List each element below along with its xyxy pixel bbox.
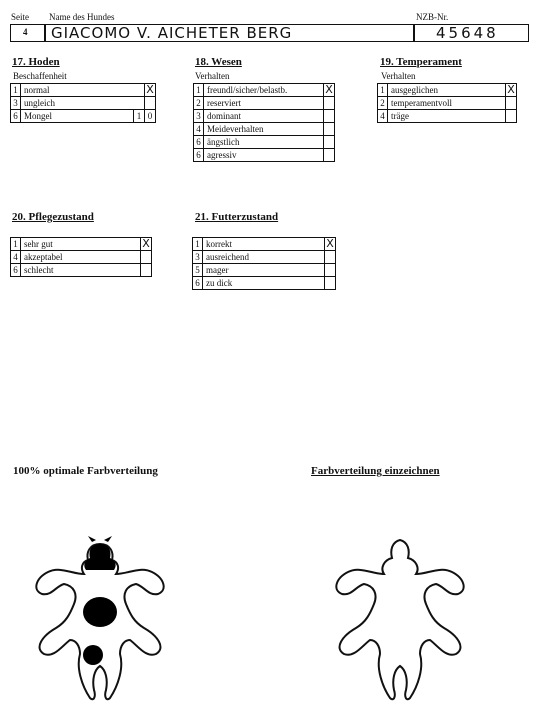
option-label: akzeptabel [21, 251, 141, 264]
table-row [193, 251, 336, 264]
table-row [11, 264, 152, 277]
row-number: 6 [193, 277, 203, 290]
option-label: schlecht [21, 264, 141, 277]
option-checkbox[interactable] [141, 264, 152, 277]
section-wesen-subtitle: Verhalten [195, 71, 230, 81]
section-temperament-subtitle: Verhalten [381, 71, 416, 81]
row-number: 3 [193, 251, 203, 264]
option-checkbox[interactable] [325, 277, 336, 290]
option-label: zu dick [203, 277, 325, 290]
row-number: 1 [11, 84, 21, 97]
option-checkbox[interactable]: X [326, 237, 334, 250]
option-checkbox[interactable] [141, 251, 152, 264]
optimal-color-caption: 100% optimale Farbverteilung [13, 465, 158, 477]
dog-name-field[interactable] [44, 24, 415, 42]
row-number: 6 [194, 136, 204, 149]
option-checkbox[interactable] [324, 123, 335, 136]
option-checkbox[interactable]: X [142, 237, 150, 250]
table-row [11, 110, 156, 123]
table-row [193, 277, 336, 290]
draw-color-caption: Farbverteilung einzeichnen [311, 465, 440, 477]
row-number: 4 [378, 110, 388, 123]
table-row [194, 84, 335, 97]
option-label: agressiv [204, 149, 324, 162]
row-number: 6 [11, 264, 21, 277]
option-label: mager [203, 264, 325, 277]
section-futter-title: 21. Futterzustand [195, 211, 279, 223]
row-number: 6 [194, 149, 204, 162]
optimal-color-figure [30, 530, 170, 705]
mangel-count-field[interactable]: 0 [145, 110, 156, 123]
row-number: 5 [193, 264, 203, 277]
row-number: 1 [193, 238, 203, 251]
option-checkbox[interactable]: X [507, 83, 515, 96]
pelt-outline [336, 540, 463, 699]
row-number: 6 [11, 110, 21, 123]
option-label: korrekt [203, 238, 325, 251]
row-number: 2 [378, 97, 388, 110]
dog-name-label: Name des Hundes [49, 12, 115, 22]
option-checkbox[interactable] [324, 110, 335, 123]
seite-label: Seite [11, 12, 29, 22]
table-row [378, 110, 517, 123]
option-label: ausreichend [203, 251, 325, 264]
option-label: sehr gut [21, 238, 141, 251]
option-label: ängstlich [204, 136, 324, 149]
temperament-table [377, 83, 517, 123]
option-checkbox[interactable] [325, 264, 336, 277]
section-pflege-title: 20. Pflegezustand [12, 211, 94, 223]
nzb-number-value: 45648 [436, 24, 499, 42]
row-number: 2 [194, 97, 204, 110]
option-label: Mongel [21, 110, 134, 123]
row-number: 1 [194, 84, 204, 97]
row-number: 3 [194, 110, 204, 123]
dog-name-value: GIACOMO V. AICHETER BERG [51, 24, 293, 42]
page-number-field[interactable] [10, 24, 46, 42]
table-row [378, 97, 517, 110]
table-row [194, 110, 335, 123]
futter-table [192, 237, 336, 290]
row-number: 4 [11, 251, 21, 264]
option-label: freundl/sicher/belastb. [204, 84, 324, 97]
option-label: Meideverhalten [204, 123, 324, 136]
option-label: ungleich [21, 97, 145, 110]
option-label: träge [388, 110, 506, 123]
option-label: normal [21, 84, 145, 97]
option-label: dominant [204, 110, 324, 123]
table-row [193, 238, 336, 251]
mangel-count-field[interactable]: 1 [134, 110, 145, 123]
section-wesen-title: 18. Wesen [195, 56, 242, 68]
option-checkbox[interactable] [145, 97, 156, 110]
option-checkbox[interactable] [324, 97, 335, 110]
table-row [11, 84, 156, 97]
row-number: 3 [11, 97, 21, 110]
option-checkbox[interactable] [506, 97, 517, 110]
section-temperament-title: 19. Temperament [380, 56, 462, 68]
section-hoden-title: 17. Hoden [12, 56, 60, 68]
table-row [11, 97, 156, 110]
table-row [378, 84, 517, 97]
table-row [194, 136, 335, 149]
option-checkbox[interactable]: X [146, 83, 154, 96]
table-row [193, 264, 336, 277]
table-row [11, 238, 152, 251]
wesen-table [193, 83, 335, 162]
blank-color-figure[interactable] [330, 530, 470, 705]
section-hoden-subtitle: Beschaffenheit [13, 71, 67, 81]
pflege-table [10, 237, 152, 277]
nzb-label: NZB-Nr. [416, 12, 449, 22]
nzb-number-field[interactable] [413, 24, 529, 42]
option-label: ausgeglichen [388, 84, 506, 97]
table-row [194, 123, 335, 136]
option-checkbox[interactable]: X [325, 83, 333, 96]
option-checkbox[interactable] [324, 136, 335, 149]
option-checkbox[interactable] [324, 149, 335, 162]
option-label: temperamentvoll [388, 97, 506, 110]
table-row [194, 149, 335, 162]
row-number: 1 [11, 238, 21, 251]
table-row [194, 97, 335, 110]
rump-patch [83, 645, 103, 665]
row-number: 4 [194, 123, 204, 136]
back-patch [83, 597, 117, 627]
row-number: 1 [378, 84, 388, 97]
table-row [11, 251, 152, 264]
option-checkbox[interactable] [506, 110, 517, 123]
hoden-table [10, 83, 156, 123]
option-checkbox[interactable] [325, 251, 336, 264]
option-label: reserviert [204, 97, 324, 110]
page-number-value: 4 [23, 27, 28, 37]
